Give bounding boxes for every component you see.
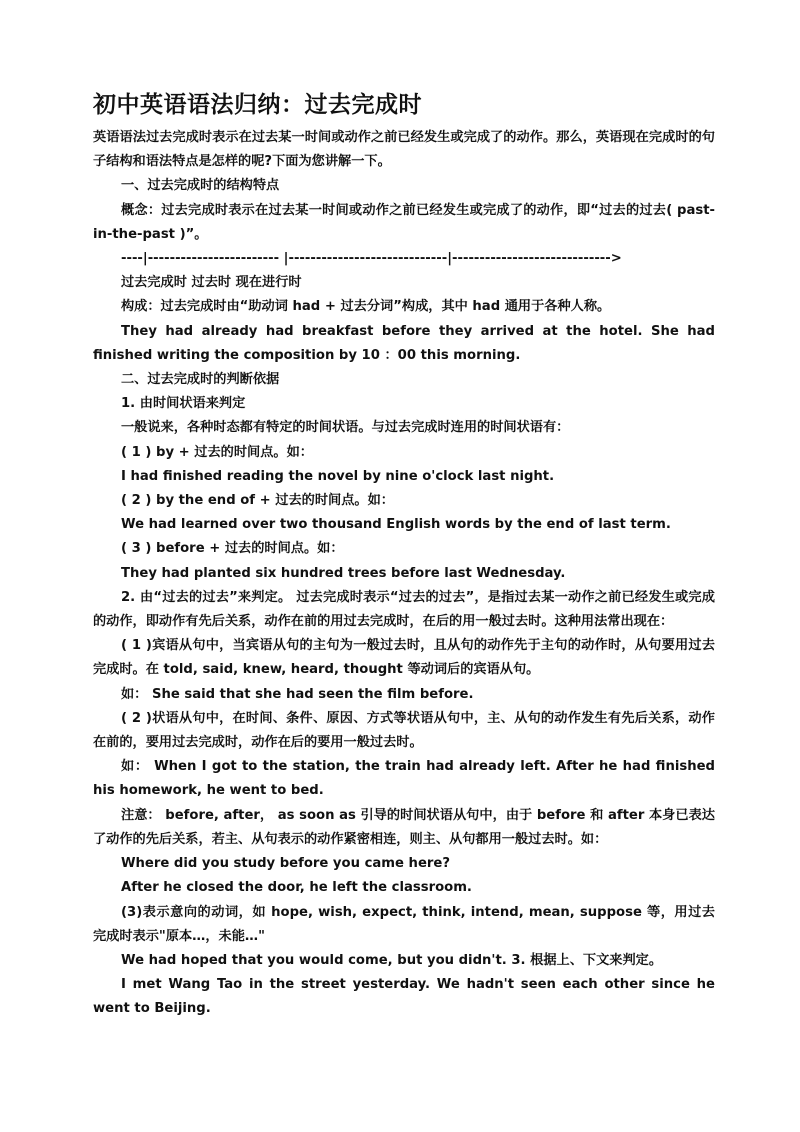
body-paragraph: 英语语法过去完成时表示在过去某一时间或动作之前已经发生或完成了的动作。那么，英语现在完成时的句子结构和语法特点是怎样的呢?下面为您讲解一下。 (93, 130, 715, 170)
body-paragraph: 2. 由“过去的过去”来判定。 过去完成时表示“过去的过去”，是指过去某一动作之前已经发生或完成的动作，即动作有先后关系，动作在前的用过去完成时，在后的用一般过去时。这种用法常出现在： (93, 589, 715, 630)
body-paragraph: ( 2 )状语从句中，在时间、条件、原因、方式等状语从句中，主、从句的动作发生有先后关系，动作在前的，要用过去完成时，动作在后的要用一般过去时。 (93, 710, 715, 751)
body-paragraph: 一、过去完成时的结构特点 (121, 178, 280, 194)
body-paragraph: 概念：过去完成时表示在过去某一时间或动作之前已经发生或完成了的动作，即“过去的过去( past-in-the-past )”。 (93, 202, 715, 242)
body-paragraph: They had planted six hundred trees before last Wednesday. (121, 565, 566, 581)
body-paragraph: Where did you study before you came here? (121, 856, 450, 872)
body-paragraph: I met Wang Tao in the street yesterday. We hadn't seen each other since he went to Beijing. (93, 977, 715, 1017)
document-title: 初中英语语法归纳：过去完成时 (93, 92, 422, 118)
body-paragraph: 二、过去完成时的判断依据 (121, 372, 280, 388)
body-paragraph: They had already had breakfast before they arrived at the hotel. She had finished writing the composition by 10 ：00 this morning. (93, 323, 715, 363)
body-paragraph: ( 3 ) before + 过去的时间点。如： (121, 541, 344, 557)
timeline-line: ----|------------------------ |-----------------------------|-----------------------------> (121, 251, 622, 267)
body-paragraph: 1. 由时间状语来判定 (121, 396, 246, 412)
document-page (93, 88, 715, 1022)
body-paragraph: 如： When I got to the station, the train had already left. After he had finished his homework, he went to bed. (93, 759, 715, 799)
body-paragraph: 如： She said that she had seen the film before. (121, 686, 474, 702)
document-body (93, 126, 715, 1022)
body-paragraph: After he closed the door, he left the classroom. (121, 880, 472, 896)
body-paragraph: 过去完成时 过去时 现在进行时 (121, 275, 302, 291)
body-paragraph: I had finished reading the novel by nine o'clock last night. (121, 468, 555, 484)
body-paragraph: 注意： before, after， as soon as 引导的时间状语从句中，由于 before 和 after 本身已表达了动作的先后关系，若主、从句表示的动作紧密相连，则主、从句都用一般过去时。如： (93, 807, 715, 847)
body-paragraph: ( 2 ) by the end of + 过去的时间点。如： (121, 493, 394, 509)
body-paragraph: 一般说来，各种时态都有特定的时间状语。与过去完成时连用的时间状语有： (121, 420, 570, 436)
body-paragraph: (3)表示意向的动词，如 hope, wish, expect, think, intend, mean, suppose 等，用过去完成时表示"原本…，未能…" (93, 904, 715, 944)
body-paragraph: We had hoped that you would come, but you didn't. 3. 根据上、下文来判定。 (121, 952, 663, 968)
body-paragraph: ( 1 )宾语从句中，当宾语从句的主句为一般过去时，且从句的动作先于主句的动作时，从句要用过去完成时。在 told, said, knew, heard, thought 等动词后的宾语从句。 (93, 638, 715, 678)
body-paragraph: ( 1 ) by + 过去的时间点。如： (121, 444, 313, 460)
body-paragraph: We had learned over two thousand English words by the end of last term. (121, 517, 671, 533)
body-paragraph: 构成：过去完成时由“助动词 had + 过去分词”构成，其中 had 通用于各种人称。 (121, 299, 611, 315)
